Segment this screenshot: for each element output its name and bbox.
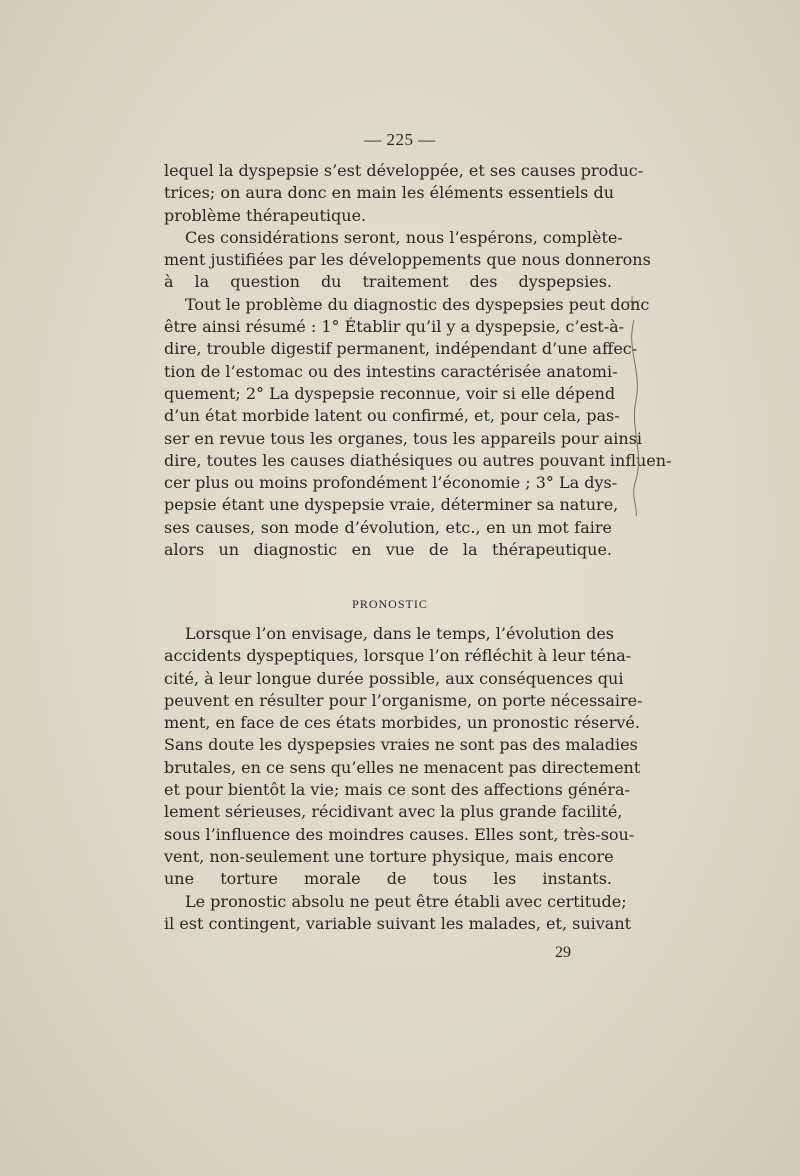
page-number: — 225 — (364, 130, 436, 149)
paragraph-1 (164, 160, 644, 227)
text-line: pepsie étant une dyspepsie vraie, déterminer sa nature, (164, 495, 619, 515)
signature-mark: 29 (555, 944, 571, 961)
text-line: cer plus ou moins profondément l’économie ; 3° La dys- (164, 473, 618, 493)
text-line: problème thérapeutique. (164, 205, 367, 225)
text-line: une torture morale de tous les instants. (164, 869, 612, 889)
text-line: ses causes, son mode d’évolution, etc., en un mot faire (164, 517, 612, 537)
text-block-top (164, 160, 672, 561)
text-line: brutales, en ce sens qu’elles ne menacent pas directement (164, 757, 641, 777)
text-line: alors un diagnostic en vue de la thérapeutique. (164, 540, 612, 560)
text-line: dire, trouble digestif permanent, indépendant d’une affec- (164, 339, 638, 359)
text-line: lequel la dyspepsie s’est développée, et ses causes produc- (164, 161, 644, 180)
text-line: Tout le problème du diagnostic des dyspepsies peut donc (185, 294, 650, 314)
text-line: il est contingent, variable suivant les malades, et, suivant (164, 913, 632, 933)
text-block-bottom (164, 623, 643, 935)
text-line: vent, non-seulement une torture physique, mais encore (164, 846, 614, 866)
margin-bracket-annotation (612, 290, 652, 520)
section-heading: PRONOSTIC (352, 597, 428, 611)
text-line: Ces considérations seront, nous l’espérons, complète- (185, 227, 623, 247)
text-line: trices; on aura donc en main les éléments essentiels du (164, 183, 615, 203)
text-line: et pour bientôt la vie; mais ce sont des affections généra- (164, 780, 630, 800)
paragraph-5 (164, 891, 632, 936)
text-line: quement; 2° La dyspepsie reconnue, voir si elle dépend (164, 383, 616, 403)
paragraph-3 (164, 294, 672, 562)
paragraph-2 (164, 227, 651, 294)
text-line: ment, en face de ces états morbides, un pronostic réservé. (164, 713, 640, 733)
text-line: à la question du traitement des dyspepsies. (164, 272, 612, 292)
text-line: peuvent en résulter pour l’organisme, on porte nécessaire- (164, 690, 643, 710)
text-line: dire, toutes les causes diathésiques ou autres pouvant influen- (164, 450, 672, 470)
text-line: Sans doute les dyspepsies vraies ne sont pas des maladies (164, 735, 638, 755)
paragraph-4 (164, 623, 643, 891)
text-line: accidents dyspeptiques, lorsque l’on réfléchit à leur téna- (164, 646, 632, 666)
text-line: cité, à leur longue durée possible, aux conséquences qui (164, 668, 624, 688)
text-line: Le pronostic absolu ne peut être établi avec certitude; (185, 891, 627, 911)
text-line: être ainsi résumé : 1° Établir qu’il y a dyspepsie, c’est-à- (164, 317, 625, 337)
text-line: tion de l’estomac ou des intestins caractérisée anatomi- (164, 361, 618, 381)
text-line: sous l’influence des moindres causes. Elles sont, très-sou- (164, 824, 635, 844)
text-line: ser en revue tous les organes, tous les appareils pour ainsi (164, 428, 643, 448)
text-line: lement sérieuses, récidivant avec la plus grande facilité, (164, 802, 623, 822)
text-line: Lorsque l’on envisage, dans le temps, l’évolution des (185, 624, 615, 643)
text-line: ment justifiées par les développements que nous donnerons (164, 250, 651, 270)
text-line: d’un état morbide latent ou confirmé, et, pour cela, pas- (164, 406, 620, 426)
